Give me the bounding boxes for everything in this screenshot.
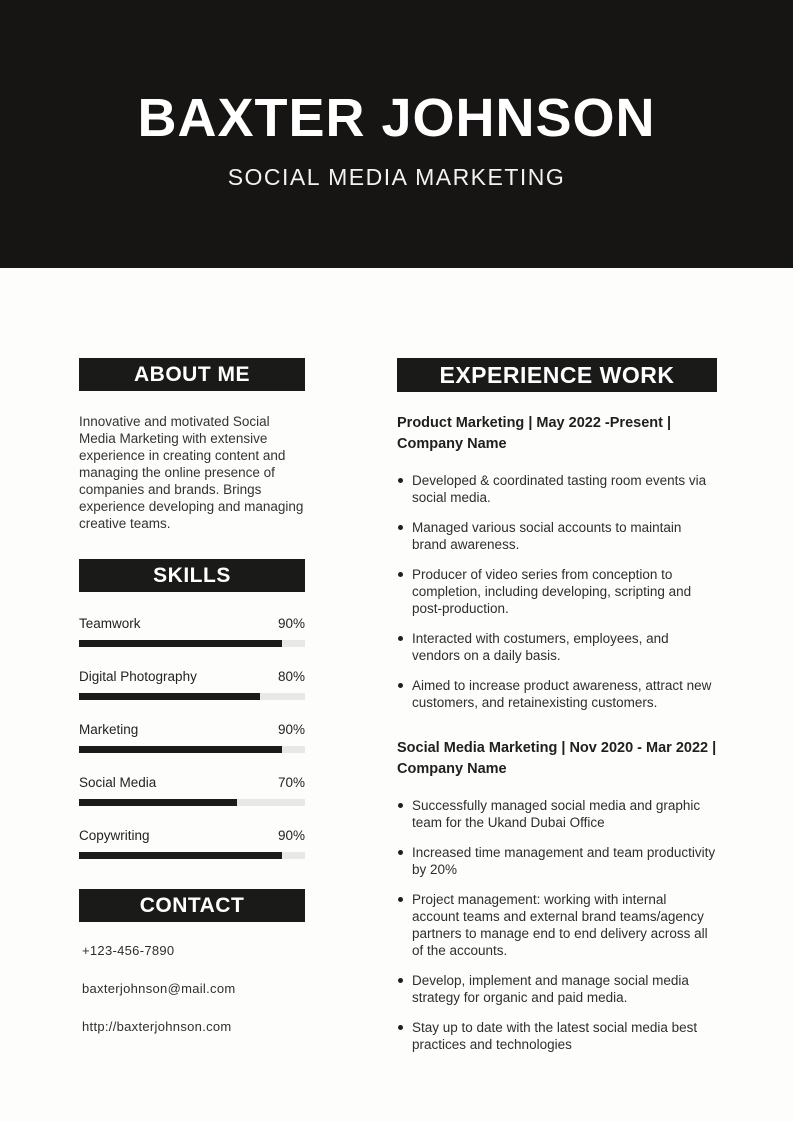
skill-label: Copywriting xyxy=(79,828,150,843)
contact-email: baxterjohnson@mail.com xyxy=(82,981,236,996)
bullet-item: Develop, implement and manage social media strategy for organic and paid media. xyxy=(397,972,717,1006)
skill-percent: 80% xyxy=(277,669,305,684)
bullet-item: Managed various social accounts to maintain brand awareness. xyxy=(397,519,717,553)
skills-section-title: SKILLS xyxy=(79,559,305,592)
bullet-item: Producer of video series from conception to completion, including developing, scripting and post-production. xyxy=(397,566,717,617)
skill-percent: 90% xyxy=(277,616,305,631)
skill-label: Social Media xyxy=(79,775,157,790)
bullet-item: Aimed to increase product awareness, attract new customers, and retainexisting customers. xyxy=(397,677,717,711)
person-name: BAXTER JOHNSON xyxy=(137,88,656,148)
header-band xyxy=(0,0,793,268)
skill-bar-track xyxy=(79,852,305,859)
skill-label: Marketing xyxy=(79,722,139,737)
skill-bar-track xyxy=(79,640,305,647)
contact-phone: +123-456-7890 xyxy=(82,943,175,958)
skill-bar-fill xyxy=(79,746,282,753)
experience-section-title: EXPERIENCE WORK xyxy=(397,358,717,392)
about-section-title: ABOUT ME xyxy=(79,358,305,391)
skill-bar-fill xyxy=(79,799,237,806)
about-text: Innovative and motivated Social Media Marketing with extensive experience in creating content and managing the online presence of companies and brands. Brings experience developing and managing creative teams. xyxy=(79,414,304,531)
left-column xyxy=(79,358,305,1066)
contact-section-title: CONTACT xyxy=(79,889,305,922)
skill-row xyxy=(79,616,305,647)
skill-row xyxy=(79,722,305,753)
skill-row xyxy=(79,669,305,700)
skill-bar-track xyxy=(79,746,305,753)
bullet-item: Project management: working with internal account teams and external brand teams/agency partners to manage end to end delivery across all of the accounts. xyxy=(397,891,717,959)
skill-bar-fill xyxy=(79,693,260,700)
job-bullet-list xyxy=(397,797,717,1053)
skill-label: Teamwork xyxy=(79,616,141,631)
skill-bar-track xyxy=(79,693,305,700)
job-heading: Product Marketing | May 2022 -Present | Company Name xyxy=(397,415,672,452)
person-role-subtitle: SOCIAL MEDIA MARKETING xyxy=(227,164,566,190)
skill-bar-track xyxy=(79,799,305,806)
bullet-item: Developed & coordinated tasting room events via social media. xyxy=(397,472,717,506)
skill-bar-fill xyxy=(79,852,282,859)
job-heading: Social Media Marketing | Nov 2020 - Mar 2022 | Company Name xyxy=(397,740,717,777)
job-bullet-list xyxy=(397,472,717,711)
skill-bar-fill xyxy=(79,640,282,647)
contact-list xyxy=(79,943,305,1034)
bullet-item: Stay up to date with the latest social media best practices and technologies xyxy=(397,1019,717,1053)
skill-percent: 70% xyxy=(277,775,305,790)
right-column xyxy=(397,358,717,1066)
skill-row xyxy=(79,828,305,859)
skill-percent: 90% xyxy=(277,828,305,843)
skill-row xyxy=(79,775,305,806)
skill-label: Digital Photography xyxy=(79,669,197,684)
bullet-item: Interacted with costumers, employees, and vendors on a daily basis. xyxy=(397,630,717,664)
bullet-item: Successfully managed social media and graphic team for the Ukand Dubai Office xyxy=(397,797,717,831)
content-columns xyxy=(0,268,793,1066)
skill-percent: 90% xyxy=(277,722,305,737)
bullet-item: Increased time management and team productivity by 20% xyxy=(397,844,717,878)
contact-website: http://baxterjohnson.com xyxy=(82,1019,232,1034)
